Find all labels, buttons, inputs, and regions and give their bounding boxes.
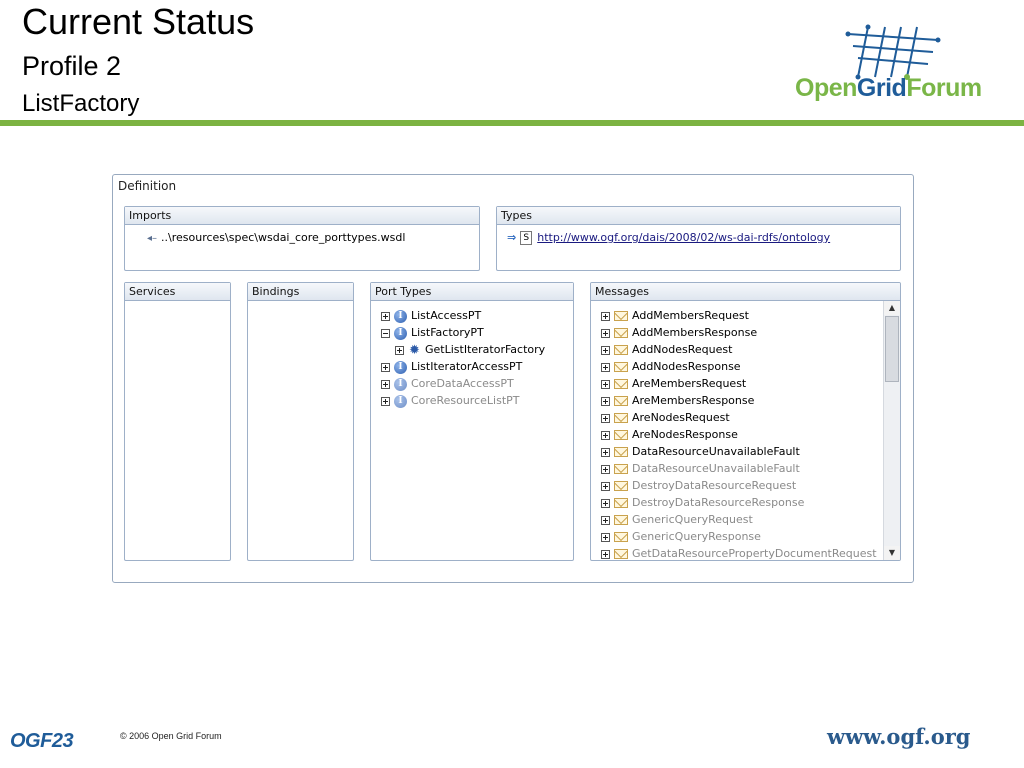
type-url-link[interactable]: http://www.ogf.org/dais/2008/02/ws-dai-rdfs/ontology [537,231,831,244]
envelope-icon [614,311,628,321]
expand-icon[interactable] [601,329,610,338]
slide-subtitle-2: ListFactory [22,90,140,117]
right-arrow-icon: ⇒ [507,231,517,244]
interface-icon: I [394,395,407,408]
expand-icon[interactable] [601,533,610,542]
envelope-icon [614,379,628,389]
expand-icon[interactable] [381,312,390,321]
message-item[interactable] [601,545,877,561]
expand-icon[interactable] [395,346,404,355]
title-divider [0,120,1024,126]
expand-icon[interactable] [601,431,610,440]
message-item[interactable] [601,528,761,545]
message-item[interactable] [601,324,757,341]
message-item[interactable] [601,460,800,477]
grid-logo-icon [843,22,943,82]
envelope-icon [614,396,628,406]
expand-icon[interactable] [601,482,610,491]
expand-icon[interactable] [601,380,610,389]
expand-icon[interactable] [601,499,610,508]
website-url: www.ogf.org [827,724,971,749]
message-item[interactable] [601,426,738,443]
message-label: DataResourceUnavailableFault [632,462,800,475]
message-label: AddMembersRequest [632,309,749,322]
message-label: AddNodesResponse [632,360,741,373]
bindings-header: Bindings [248,283,353,301]
message-item[interactable] [601,307,749,324]
interface-icon: I [394,378,407,391]
message-label: GetDataResourcePropertyDocumentRequest [632,547,877,560]
expand-icon[interactable] [601,550,610,559]
expand-icon[interactable] [601,465,610,474]
messages-header: Messages [591,283,900,301]
envelope-icon [614,498,628,508]
collapse-icon[interactable] [381,329,390,338]
operation-label: GetListIteratorFactory [425,343,546,356]
copyright-text: © 2006 Open Grid Forum [120,731,222,741]
expand-icon[interactable] [601,363,610,372]
interface-icon: I [394,310,407,323]
message-label: AreMembersRequest [632,377,747,390]
imports-panel [124,206,480,271]
port-type-label: CoreDataAccessPT [411,377,514,390]
gear-icon: ✹ [409,342,420,358]
operation-item[interactable] [395,341,545,358]
envelope-icon [614,515,628,525]
message-label: AreNodesRequest [632,411,730,424]
logo-wordmark [795,74,982,103]
message-item[interactable] [601,494,804,511]
envelope-icon [614,447,628,457]
envelope-icon [614,345,628,355]
envelope-icon [614,430,628,440]
definition-title: Definition [118,179,177,193]
message-item[interactable] [601,392,754,409]
schema-icon: S [520,231,532,245]
bindings-panel [247,282,354,561]
port-types-panel [370,282,574,561]
expand-icon[interactable] [601,448,610,457]
envelope-icon [614,362,628,372]
expand-icon[interactable] [601,346,610,355]
message-label: AddNodesRequest [632,343,733,356]
expand-icon[interactable] [601,516,610,525]
import-arrow-icon: ◂– [147,233,158,244]
type-row[interactable] [507,229,830,246]
messages-scrollbar[interactable] [883,301,900,560]
envelope-icon [614,464,628,474]
message-item[interactable] [601,511,753,528]
logo-word-grid: Grid [856,74,907,102]
message-item[interactable] [601,409,730,426]
services-header: Services [125,283,230,301]
envelope-icon [614,532,628,542]
envelope-icon [614,549,628,559]
types-header: Types [497,207,900,225]
logo-word-forum: Forum [906,74,982,102]
message-label: DataResourceUnavailableFault [632,445,800,458]
expand-icon[interactable] [601,397,610,406]
message-label: GenericQueryRequest [632,513,753,526]
port-types-header: Port Types [371,283,573,301]
message-item[interactable] [601,375,746,392]
slide-subtitle: Profile 2 [22,51,122,81]
port-type-item[interactable] [381,358,522,375]
port-type-label: CoreResourceListPT [411,394,520,407]
slide-title: Current Status [22,1,255,42]
interface-icon: I [394,327,407,340]
expand-icon[interactable] [601,414,610,423]
message-item[interactable] [601,443,800,460]
message-label: AreNodesResponse [632,428,738,441]
scroll-down-icon[interactable]: ▼ [884,546,900,560]
messages-panel [590,282,901,561]
port-type-label: ListFactoryPT [411,326,484,339]
port-type-item[interactable] [381,307,481,324]
port-type-label: ListIteratorAccessPT [411,360,523,373]
scroll-thumb[interactable] [885,316,899,382]
definition-editor [112,174,914,583]
message-label: DestroyDataResourceRequest [632,479,797,492]
port-type-label: ListAccessPT [411,309,482,322]
port-type-item[interactable] [381,392,520,409]
message-item[interactable] [601,341,732,358]
message-item[interactable] [601,477,796,494]
logo-word-open: Open [795,74,857,102]
ogf23-logo: OGF23 [10,730,74,752]
interface-icon: I [394,361,407,374]
imports-header: Imports [125,207,479,225]
envelope-icon [614,328,628,338]
message-label: DestroyDataResourceResponse [632,496,805,509]
envelope-icon [614,481,628,491]
scroll-up-icon[interactable]: ▲ [884,301,900,315]
port-type-item[interactable] [381,375,514,392]
open-grid-forum-logo [795,22,990,112]
message-label: AreMembersResponse [632,394,755,407]
port-type-item[interactable] [381,324,484,341]
services-panel [124,282,231,561]
types-panel [496,206,901,271]
expand-icon[interactable] [381,380,390,389]
message-label: GenericQueryResponse [632,530,761,543]
import-path: ..\resources\spec\wsdai_core_porttypes.wsdl [161,231,406,244]
envelope-icon [614,413,628,423]
expand-icon[interactable] [381,397,390,406]
import-row[interactable] [147,229,405,246]
expand-icon[interactable] [381,363,390,372]
message-label: AddMembersResponse [632,326,758,339]
message-item[interactable] [601,358,741,375]
expand-icon[interactable] [601,312,610,321]
